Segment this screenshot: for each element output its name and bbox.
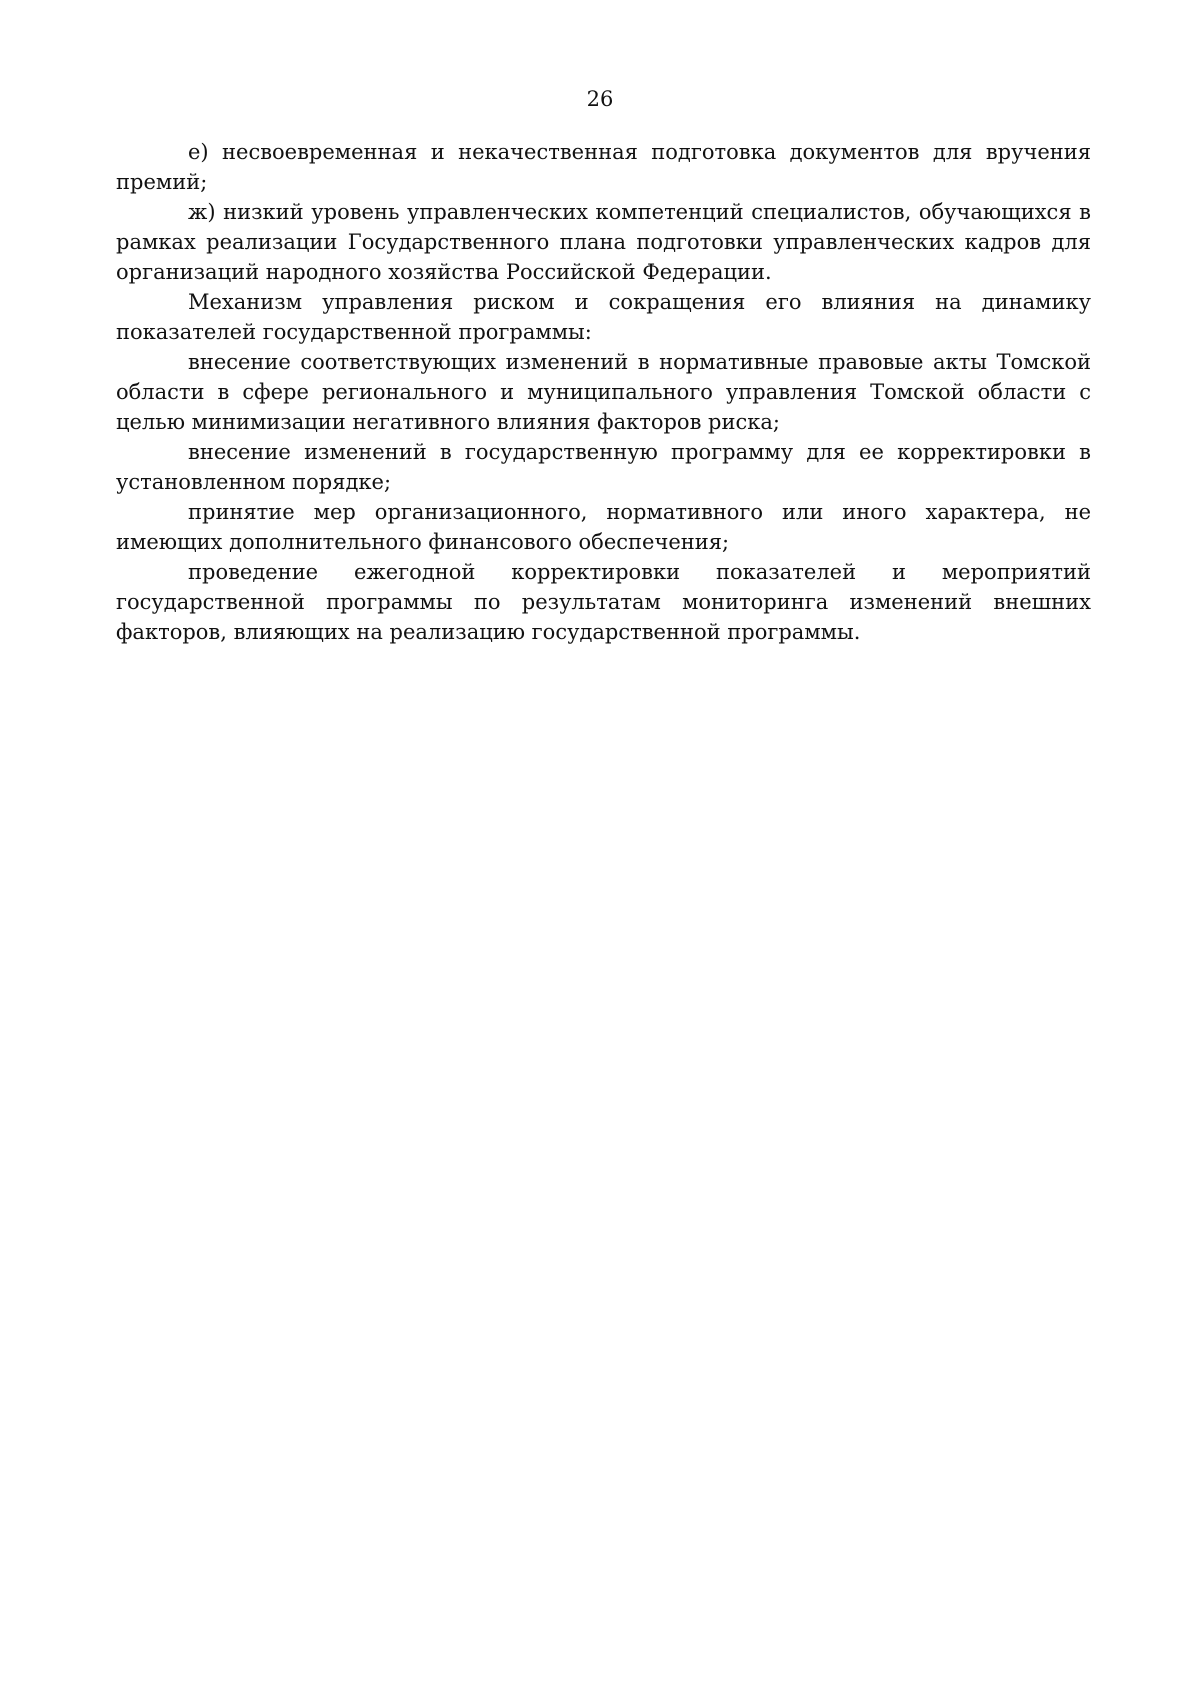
document-body: [116, 137, 1091, 647]
paragraph-measure-organizational: принятие мер организационного, нормативного или иного характера, не имеющих дополнительного финансового обеспечения;: [116, 500, 1091, 554]
paragraph-risk-zh: ж) низкий уровень управленческих компетенций специалистов, обучающихся в рамках реализации Государственного плана подготовки управленческих кадров для организаций народного хозяйства Российской Федерации.: [116, 200, 1091, 284]
paragraph-risk-mechanism: Механизм управления риском и сокращения его влияния на динамику показателей государственной программы:: [116, 290, 1091, 344]
paragraph-measure-legal-acts: внесение соответствующих изменений в нормативные правовые акты Томской области в сфере регионального и муниципального управления Томской области с целью минимизации негативного влияния факторов риска;: [116, 350, 1091, 434]
paragraph-measure-program-changes: внесение изменений в государственную программу для ее корректировки в установленном порядке;: [116, 440, 1091, 494]
page-number: 26: [586, 87, 614, 111]
paragraph-risk-e: е) несвоевременная и некачественная подготовка документов для вручения премий;: [116, 140, 1091, 194]
paragraph-measure-annual-correction: проведение ежегодной корректировки показателей и мероприятий государственной программы по результатам мониторинга изменений внешних факторов, влияющих на реализацию государственной программы.: [116, 560, 1091, 644]
